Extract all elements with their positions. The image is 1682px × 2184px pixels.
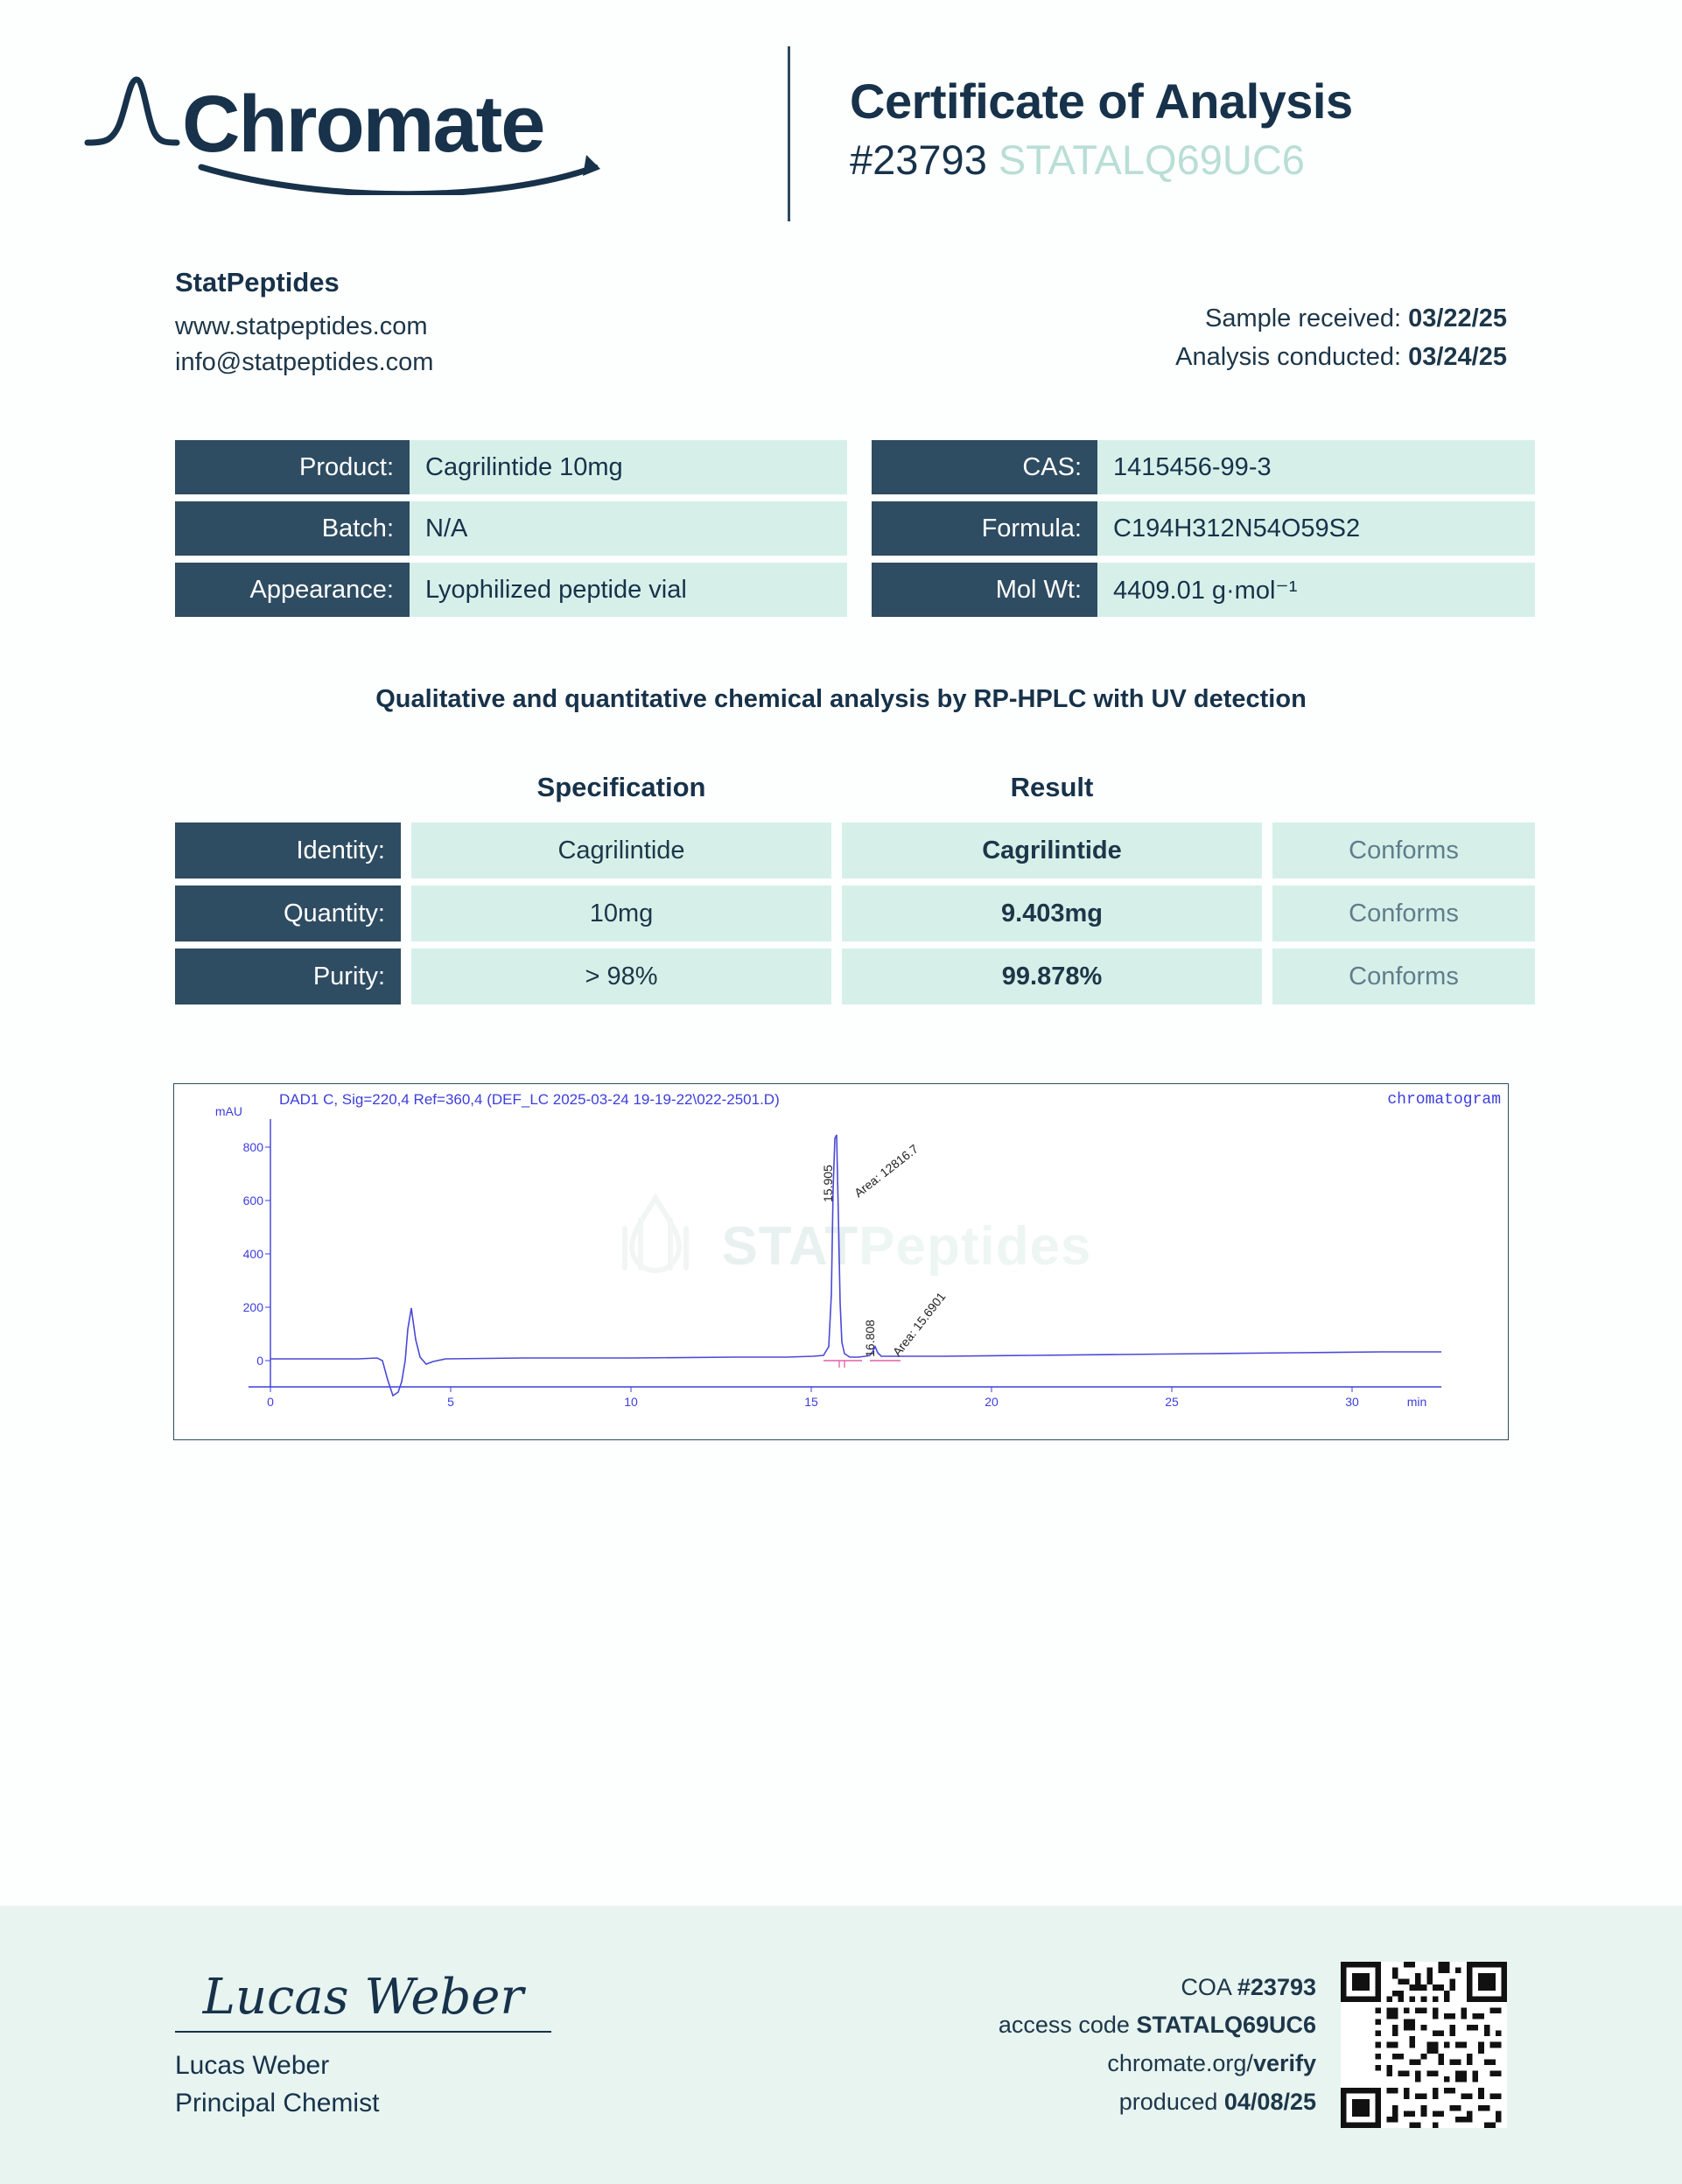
column-spacer	[847, 501, 872, 556]
svg-text:15: 15	[804, 1395, 818, 1410]
svg-text:25: 25	[1165, 1395, 1179, 1410]
page-footer	[0, 1906, 1682, 2184]
row-label: Quantity:	[175, 886, 401, 942]
chromate-logo-icon	[79, 64, 691, 195]
svg-text:0: 0	[256, 1354, 263, 1368]
brand-logo	[0, 64, 788, 195]
product-value: Cagrilintide 10mg	[410, 440, 847, 494]
gap	[1262, 948, 1272, 1004]
gap	[1262, 886, 1272, 942]
table-row	[175, 886, 1507, 942]
results-table	[175, 772, 1507, 1012]
header-title-block	[790, 74, 1353, 185]
svg-text:Area: 15.6901: Area: 15.6901	[889, 1290, 949, 1360]
product-details-table	[175, 440, 1507, 617]
appearance-label: Appearance:	[175, 563, 410, 617]
footer-coa-label: COA	[1181, 1973, 1231, 2000]
footer-produced-value: 04/08/25	[1223, 2088, 1316, 2115]
svg-text:10: 10	[624, 1395, 638, 1410]
table-row	[175, 822, 1507, 878]
gap	[1262, 772, 1272, 803]
svg-text:400: 400	[242, 1247, 263, 1262]
cas-value: 1415456-99-3	[1097, 440, 1535, 494]
dates-block	[1175, 267, 1507, 381]
results-header-spacer	[175, 772, 401, 803]
company-block	[175, 267, 433, 381]
row-label: Identity:	[175, 822, 401, 878]
row-specification: 10mg	[411, 886, 831, 942]
footer-verify-domain: chromate.org/	[1107, 2050, 1253, 2076]
svg-text:Chromate: Chromate	[182, 79, 544, 169]
chromatogram-corner-label: chromatogram	[1387, 1091, 1501, 1110]
svg-text:0: 0	[267, 1395, 274, 1410]
chromatogram-plot	[174, 1084, 1508, 1439]
status-badge: Conforms	[1272, 886, 1535, 942]
column-spacer	[847, 563, 872, 617]
analysis-conducted-value: 03/24/25	[1408, 342, 1507, 371]
footer-produced-label: produced	[1118, 2088, 1218, 2115]
status-badge: Conforms	[1272, 948, 1535, 1004]
analysis-conducted-row	[1175, 339, 1507, 377]
col-header-result: Result	[1010, 772, 1094, 803]
coa-identifier	[850, 136, 1353, 185]
gap	[401, 886, 411, 942]
svg-text:800: 800	[242, 1140, 263, 1155]
company-email: info@statpeptides.com	[175, 348, 434, 377]
footer-access-line	[999, 2006, 1316, 2045]
footer-verify-path: verify	[1252, 2050, 1316, 2076]
product-label: Product:	[175, 440, 410, 494]
signature-block	[175, 1969, 551, 2121]
row-result: 99.878%	[842, 948, 1262, 1004]
footer-coa-line	[999, 1969, 1316, 2007]
row-specification: Cagrilintide	[411, 822, 831, 878]
table-row	[175, 948, 1507, 1004]
signature-image: Lucas Weber	[175, 1969, 551, 2033]
verification-block	[999, 1962, 1507, 2128]
signer-title: Principal Chemist	[175, 2088, 380, 2118]
row-specification: > 98%	[411, 948, 831, 1004]
svg-text:200: 200	[242, 1300, 263, 1315]
row-result: Cagrilintide	[842, 822, 1262, 878]
gap	[831, 772, 842, 803]
coa-access-code: STATALQ69UC6	[998, 136, 1305, 183]
footer-produced-line	[999, 2083, 1316, 2122]
formula-label: Formula:	[872, 501, 1097, 556]
gap	[401, 772, 411, 803]
page-header	[0, 0, 1682, 219]
gap	[831, 948, 842, 1004]
row-label: Purity:	[175, 948, 401, 1004]
page-title: Certificate of Analysis	[850, 74, 1353, 130]
row-result: 9.403mg	[842, 886, 1262, 942]
svg-text:30: 30	[1345, 1395, 1359, 1410]
footer-verify-line[interactable]	[999, 2045, 1316, 2083]
footer-coa-number: #23793	[1237, 1973, 1316, 2000]
molwt-label: Mol Wt:	[872, 563, 1097, 617]
svg-text:600: 600	[242, 1194, 263, 1208]
status-badge: Conforms	[1272, 822, 1535, 878]
company-website: www.statpeptides.com	[175, 312, 428, 340]
svg-text:15.905: 15.905	[821, 1165, 835, 1203]
analysis-conducted-label: Analysis conducted:	[1175, 342, 1402, 371]
sample-received-label: Sample received:	[1204, 304, 1402, 332]
formula-value: C194H312N54O59S2	[1097, 501, 1535, 556]
gap	[1262, 822, 1272, 878]
company-name: StatPeptides	[175, 267, 340, 298]
coa-number: #23793	[850, 136, 987, 183]
footer-access-value: STATALQ69UC6	[1136, 2012, 1316, 2039]
gap	[831, 822, 842, 878]
footer-access-label: access code	[998, 2012, 1130, 2039]
watermark-light: Peptides	[859, 1215, 1092, 1277]
svg-text:mAU: mAU	[214, 1104, 242, 1119]
svg-text:min: min	[1406, 1395, 1427, 1410]
batch-value: N/A	[410, 501, 847, 556]
results-header-row	[175, 772, 1507, 803]
svg-text:20: 20	[985, 1395, 999, 1410]
svg-text:Area: 12816.7: Area: 12816.7	[851, 1141, 922, 1200]
signer-name: Lucas Weber	[175, 2051, 330, 2080]
gap	[831, 886, 842, 942]
batch-label: Batch:	[175, 501, 410, 556]
column-spacer	[847, 440, 872, 494]
cas-label: CAS:	[872, 440, 1097, 494]
gap	[401, 948, 411, 1004]
appearance-value: Lyophilized peptide vial	[410, 563, 847, 617]
sample-received-value: 03/22/25	[1408, 304, 1507, 332]
svg-text:16.808: 16.808	[863, 1320, 877, 1358]
verification-meta	[999, 1969, 1316, 2122]
sample-received-row	[1175, 300, 1507, 339]
col-header-specification: Specification	[536, 772, 706, 803]
gap	[401, 822, 411, 878]
company-info-row	[0, 219, 1682, 381]
svg-text:5: 5	[447, 1395, 454, 1410]
molwt-value: 4409.01 g·mol⁻¹	[1097, 563, 1535, 617]
watermark-bold: STAT	[721, 1215, 859, 1277]
col-header-conformance	[1272, 772, 1535, 803]
qr-code-icon[interactable]	[1341, 1962, 1507, 2128]
analysis-method-title: Qualitative and quantitative chemical analysis by RP-HPLC with UV detection	[375, 685, 1307, 714]
chromatogram-panel	[173, 1083, 1509, 1440]
chromatogram-signal-label: DAD1 C, Sig=220,4 Ref=360,4 (DEF_LC 2025-03-24 19-19-22\022-2501.D)	[279, 1091, 780, 1109]
